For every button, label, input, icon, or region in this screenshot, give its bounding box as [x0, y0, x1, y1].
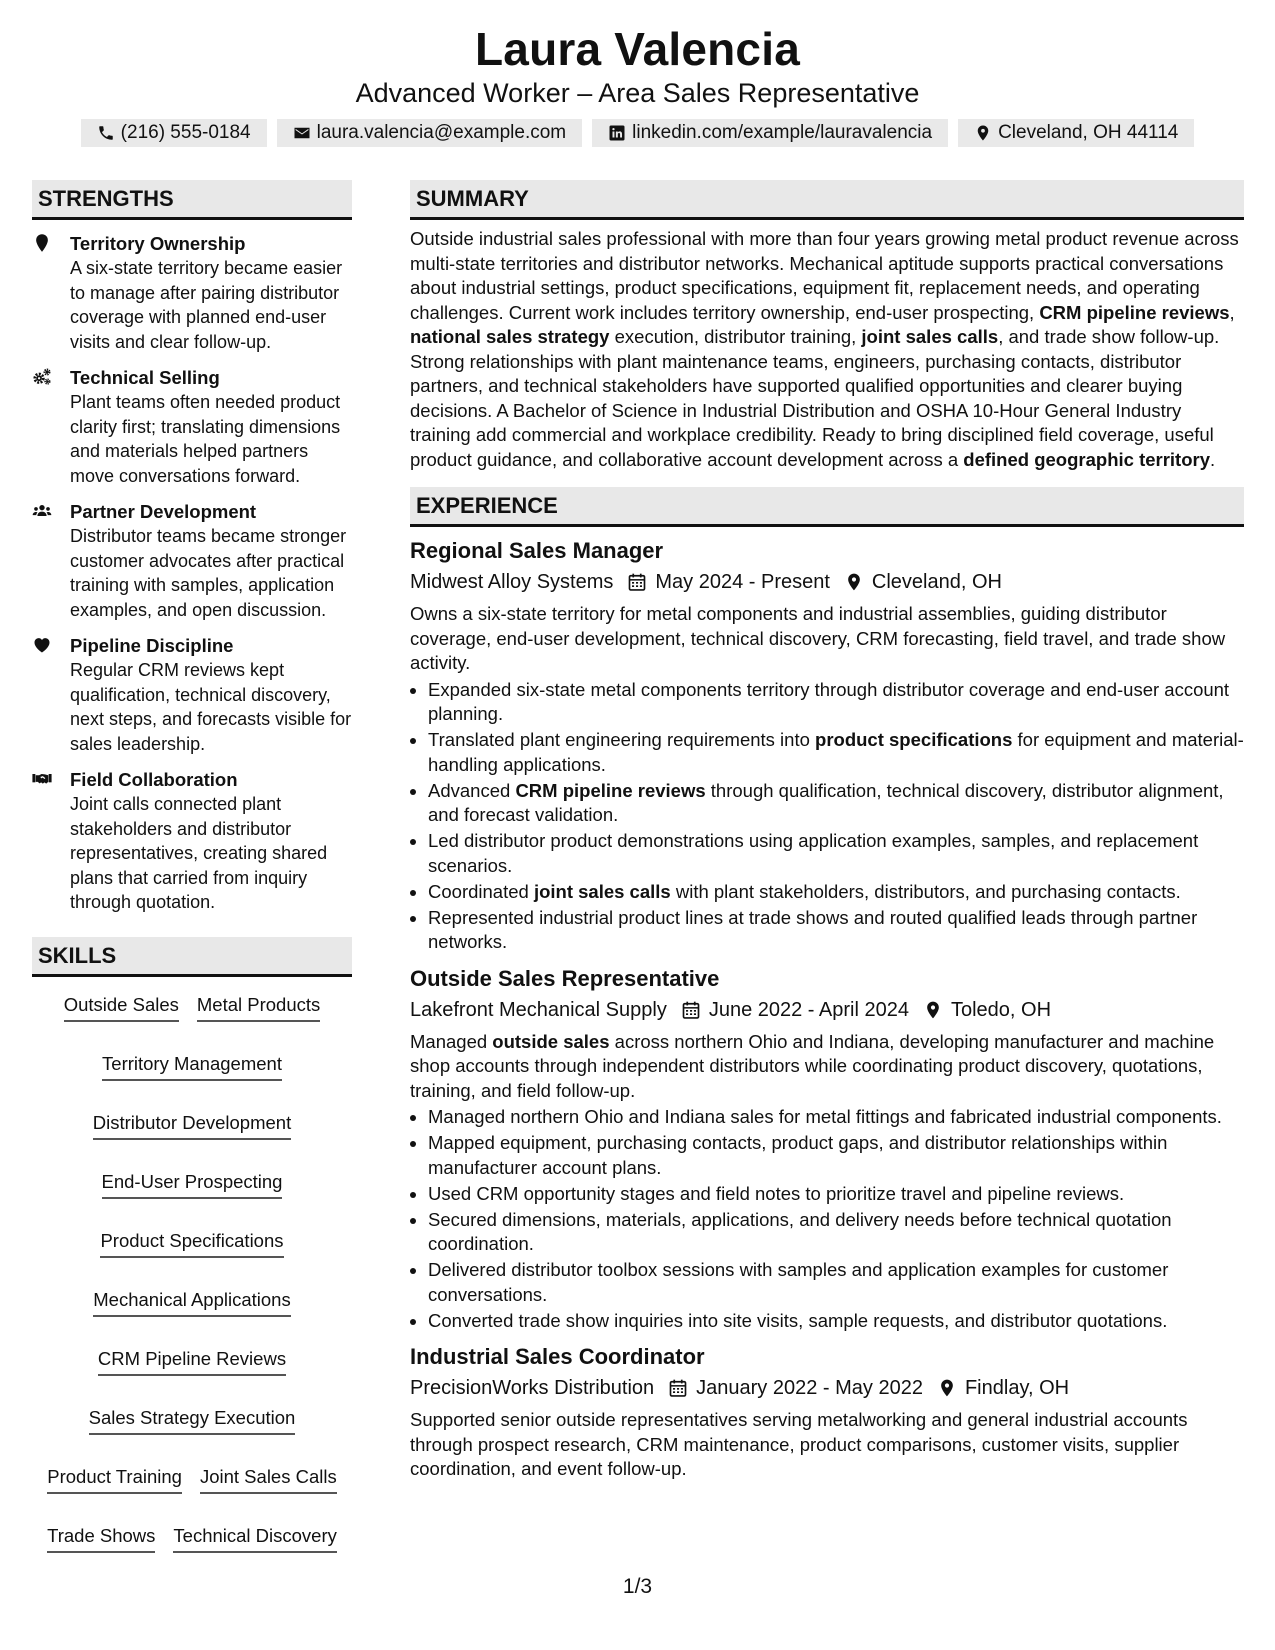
page-number: 1/3: [622, 1575, 653, 1598]
location-pin-icon: [844, 572, 864, 592]
bold-keyword: joint sales calls: [861, 326, 999, 347]
job-description: [410, 1408, 1244, 1482]
text-run: Translated plant engineering requirements into: [428, 729, 816, 750]
location-pin-icon: [937, 1378, 957, 1398]
right-column: [410, 180, 1244, 1484]
text-run: with plant stakeholders, distributors, and purchasing contacts.: [670, 880, 1181, 902]
bullet-item: [428, 906, 1244, 955]
bold-keyword: national sales strategy: [410, 326, 610, 347]
skill-tag: CRM Pipeline Reviews: [98, 1345, 286, 1376]
contact-location: [958, 119, 1194, 147]
job-title: Industrial Sales Coordinator: [410, 1344, 705, 1369]
job-location: Toledo, OH: [950, 998, 1052, 1021]
strength-title: Pipeline Discipline: [70, 635, 234, 656]
linkedin-icon: [608, 124, 626, 142]
strength-title: Field Collaboration: [70, 769, 238, 790]
text-run: Coordinated: [428, 880, 534, 902]
contact-email-text: laura.valencia@example.com: [316, 122, 567, 143]
text-run: Represented industrial product lines at trade shows and routed qualified leads through partner networks.: [428, 906, 1198, 952]
text-run: Secured dimensions, materials, applications, and delivery needs before technical quotation coordination.: [428, 1208, 1172, 1254]
left-column: [32, 180, 352, 1553]
skill-tag: Metal Products: [197, 991, 320, 1022]
text-run: .: [1210, 448, 1216, 470]
text-run: Supported senior outside representatives serving metalworking and general industrial accounts through prospect research, CRM maintenance, product comparisons, customer visits, supplier coordination, and event follow-up.: [410, 1409, 1188, 1479]
text-run: Expanded six-state metal components territory through distributor coverage and end-user account planning.: [428, 678, 1230, 724]
strength-item: [32, 366, 352, 488]
candidate-name: Laura Valencia: [475, 23, 800, 75]
job-description: [410, 602, 1244, 676]
bullet-item: [428, 1258, 1244, 1307]
skill-tag: Joint Sales Calls: [200, 1463, 337, 1494]
text-run: Used CRM opportunity stages and field notes to prioritize travel and pipeline reviews.: [428, 1182, 1125, 1204]
bold-keyword: outside sales: [492, 1030, 610, 1052]
text-run: Outside industrial sales professional with more than four years growing metal product revenue across multi-state territories and distributor networks. Mechanical aptitude supports practical conversations about industrial settings, product specifications, equipment fit, replacement needs, and operating challenges. Current work includes territory ownership, end-user prospecting,: [410, 228, 1239, 323]
location-pin-icon: [974, 124, 992, 142]
gears-icon: [32, 366, 70, 488]
job-bullets: [410, 678, 1244, 955]
bullet-item: [428, 678, 1244, 727]
job-description: [410, 1030, 1244, 1104]
contact-location-text: Cleveland, OH 44114: [998, 122, 1179, 143]
email-icon: [293, 124, 311, 142]
text-run: across northern Ohio and Indiana, developing manufacturer and machine shop accounts through independent distributors while coordinating product discovery, quotations, training, and field follow-up.: [410, 1030, 1215, 1101]
bullet-item: [428, 829, 1244, 878]
bullet-item: [428, 1131, 1244, 1180]
summary-text: [410, 227, 1244, 472]
contact-email[interactable]: [277, 119, 583, 147]
job-entry: [410, 1343, 1244, 1482]
job-location: Cleveland, OH: [871, 571, 1002, 593]
text-run: Led distributor product demonstrations using application examples, samples, and replacement scenarios.: [428, 830, 1199, 876]
strength-title: Technical Selling: [70, 367, 220, 388]
skill-tag: Technical Discovery: [173, 1522, 336, 1553]
job-dates: May 2024 - Present: [655, 571, 830, 593]
job-company: PrecisionWorks Distribution: [410, 1377, 655, 1399]
skill-tag: Mechanical Applications: [93, 1286, 290, 1317]
strength-item: [32, 232, 352, 354]
text-run: Owns a six-state territory for metal components and industrial assemblies, guiding distributor coverage, end-user development, technical discovery, CRM forecasting, field travel, and trade show activity.: [410, 603, 1226, 673]
summary-heading: SUMMARY: [410, 180, 1244, 220]
text-run: ,: [1229, 301, 1235, 323]
bullet-item: [428, 880, 1244, 905]
skill-tag: Territory Management: [102, 1050, 282, 1081]
contact-bar: [0, 119, 1275, 147]
text-run: Mapped equipment, purchasing contacts, product gaps, and distributor relationships within manufacturer account plans.: [428, 1132, 1168, 1178]
bullet-item: [428, 1208, 1244, 1257]
skill-tag: Product Specifications: [100, 1227, 283, 1258]
text-run: , and trade show follow-up. Strong relationships with plant maintenance teams, engineers, purchasing contacts, distributor partners, and technical stakeholders have supported qualified opportunities and clearer buying decisions. A Bachelor of Science in Industrial Distribution and OSHA 10-Hour General Industry training add commercial and workplace credibility. Ready to bring disciplined field coverage, useful product guidance, and collaborative account development across a: [410, 326, 1220, 470]
experience-heading: EXPERIENCE: [410, 487, 1244, 527]
job-company: Midwest Alloy Systems: [410, 571, 614, 593]
contact-phone[interactable]: [81, 119, 267, 147]
bold-keyword: joint sales calls: [533, 880, 671, 902]
job-title: Outside Sales Representative: [410, 965, 720, 991]
location-pin-icon: [923, 1000, 943, 1020]
calendar-icon: [681, 1000, 701, 1020]
handshake-icon: [32, 768, 70, 915]
job-meta: [410, 569, 1244, 595]
contact-phone-text: (216) 555-0184: [120, 122, 251, 143]
strength-desc: Joint calls connected plant stakeholders and distributor representatives, creating shared plans that carried from inquiry through quotation.: [70, 794, 328, 912]
job-meta: [410, 997, 1244, 1023]
text-run: for equipment and material-handling applications.: [428, 729, 1244, 775]
users-icon: [32, 500, 70, 622]
strengths-heading: STRENGTHS: [32, 180, 352, 220]
job-dates: June 2022 - April 2024: [708, 998, 909, 1021]
bold-keyword: product specifications: [815, 729, 1013, 750]
contact-linkedin[interactable]: [592, 119, 948, 147]
skill-tag: Product Training: [47, 1463, 182, 1494]
map-pin-icon: [32, 232, 70, 354]
strength-desc: Regular CRM reviews kept qualification, technical discovery, next steps, and forecasts visible for sales leadership.: [70, 660, 352, 754]
skill-tag: Trade Shows: [47, 1522, 155, 1553]
strength-desc: Distributor teams became stronger customer advocates after practical training with samples, application examples, and open discussion.: [70, 526, 347, 620]
text-run: execution, distributor training,: [609, 326, 862, 347]
bullet-item: [428, 1105, 1244, 1130]
strength-title: Partner Development: [70, 501, 257, 522]
heart-icon: [32, 634, 70, 756]
bold-keyword: CRM pipeline reviews: [515, 779, 706, 801]
phone-icon: [97, 124, 115, 142]
job-title: Regional Sales Manager: [410, 538, 664, 563]
skills-list: [32, 977, 352, 1553]
text-run: Converted trade show inquiries into site visits, sample requests, and distributor quotations.: [428, 1309, 1168, 1331]
job-bullets: [410, 1105, 1244, 1333]
skills-heading: SKILLS: [32, 937, 352, 977]
strength-item: [32, 500, 352, 622]
text-run: Managed: [410, 1030, 493, 1052]
bullet-item: [428, 779, 1244, 828]
contact-linkedin-text: linkedin.com/example/lauravalencia: [632, 122, 933, 143]
resume-header: [0, 0, 1275, 147]
job-meta: [410, 1375, 1244, 1401]
job-location: Findlay, OH: [964, 1377, 1070, 1399]
job-company: Lakefront Mechanical Supply: [410, 998, 667, 1021]
bold-keyword: defined geographic territory: [963, 448, 1211, 470]
bullet-item: [428, 728, 1244, 777]
strength-title: Territory Ownership: [70, 233, 246, 254]
skill-tag: Sales Strategy Execution: [89, 1404, 296, 1435]
strength-item: [32, 634, 352, 756]
text-run: Advanced: [428, 779, 516, 801]
text-run: through qualification, technical discovery, distributor alignment, and forecast validation.: [428, 779, 1224, 825]
text-run: Managed northern Ohio and Indiana sales for metal fittings and fabricated industrial components.: [428, 1106, 1222, 1127]
strength-desc: Plant teams often needed product clarity first; translating dimensions and materials helped partners move conversations forward.: [70, 392, 341, 486]
candidate-title: Advanced Worker – Area Sales Representative: [355, 78, 920, 108]
skill-tag: Distributor Development: [93, 1109, 291, 1140]
bullet-item: [428, 1309, 1244, 1334]
strength-item: [32, 768, 352, 915]
skill-tag: End-User Prospecting: [102, 1168, 283, 1199]
calendar-icon: [668, 1378, 688, 1398]
job-entry: [410, 537, 1244, 955]
skill-tag: Outside Sales: [64, 991, 179, 1022]
calendar-icon: [627, 572, 647, 592]
bullet-item: [428, 1182, 1244, 1207]
job-dates: January 2022 - May 2022: [696, 1377, 923, 1399]
bold-keyword: CRM pipeline reviews: [1039, 301, 1230, 323]
text-run: Delivered distributor toolbox sessions with samples and application examples for customer conversations.: [428, 1259, 1169, 1305]
strength-desc: A six-state territory became easier to manage after pairing distributor coverage with planned end-user visits and clear follow-up.: [70, 258, 343, 352]
job-entry: [410, 965, 1244, 1334]
